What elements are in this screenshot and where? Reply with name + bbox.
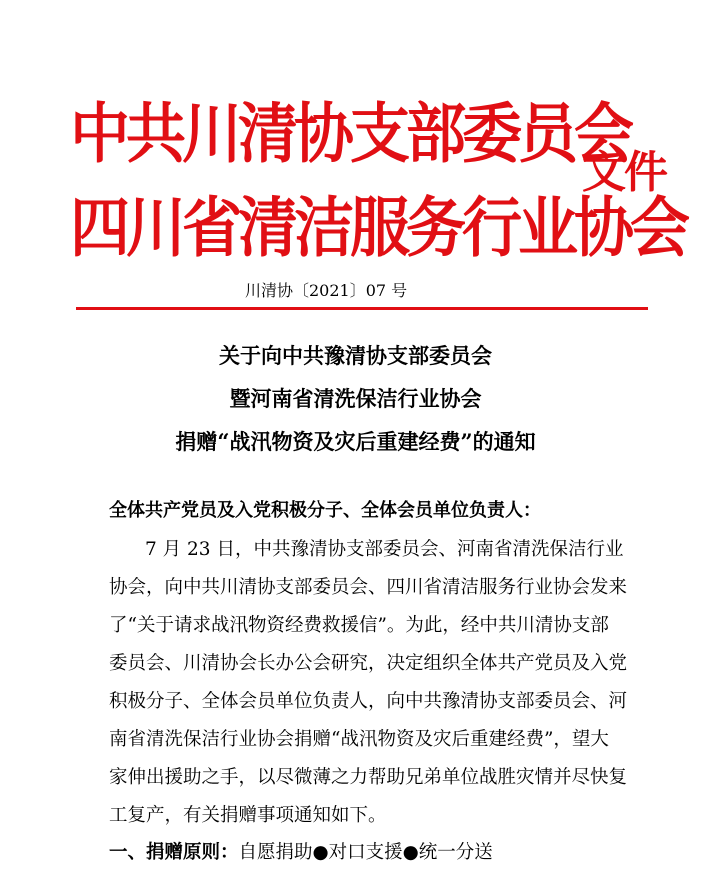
body-text-line: 了“关于请求战汛物资经费救援信”。为此，经中共川清协支部 xyxy=(109,615,609,636)
document-number: 川清协〔2021〕07 号 xyxy=(245,281,408,300)
body-text-line: 南省清洗保洁行业协会捐赠“战汛物资及灾后重建经费”，望大 xyxy=(109,729,609,750)
issuer-name-line-1: 中共川清协支部委员会 xyxy=(70,96,630,173)
salutation: 全体共产党员及入党积极分子、全体会员单位负责人： xyxy=(109,500,541,521)
body-text-line: 工复产，有关捐赠事项通知如下。 xyxy=(109,805,387,826)
notice-title-line-1: 关于向中共豫清协支部委员会 xyxy=(219,343,492,368)
notice-title-line-2: 暨河南省清洗保洁行业协会 xyxy=(229,386,482,411)
header-divider xyxy=(76,307,648,310)
section-text: 自愿捐助●对口支援●统一分送 xyxy=(238,842,493,863)
body-text-line: 7 月 23 日，中共豫清协支部委员会、河南省清洗保洁行业 xyxy=(145,539,624,560)
body-text-line: 协会，向中共川清协支部委员会、四川省清洁服务行业协会发来 xyxy=(109,577,628,598)
body-text-line: 积极分子、全体会员单位负责人，向中共豫清协支部委员会、河 xyxy=(109,691,628,712)
issuer-name-line-2: 四川省清洁服务行业协会 xyxy=(70,190,686,267)
notice-title-line-3: 捐赠“战汛物资及灾后重建经费”的通知 xyxy=(175,429,536,454)
section-donation-principles xyxy=(109,844,493,863)
document-type-label: 文件 xyxy=(582,147,666,198)
body-text-line: 家伸出援助之手，以尽微薄之力帮助兄弟单位战胜灾情并尽快复 xyxy=(109,767,628,788)
section-heading: 一、捐赠原则： xyxy=(109,842,239,863)
body-text-line: 委员会、川清协会长办公会研究，决定组织全体共产党员及入党 xyxy=(109,653,628,674)
